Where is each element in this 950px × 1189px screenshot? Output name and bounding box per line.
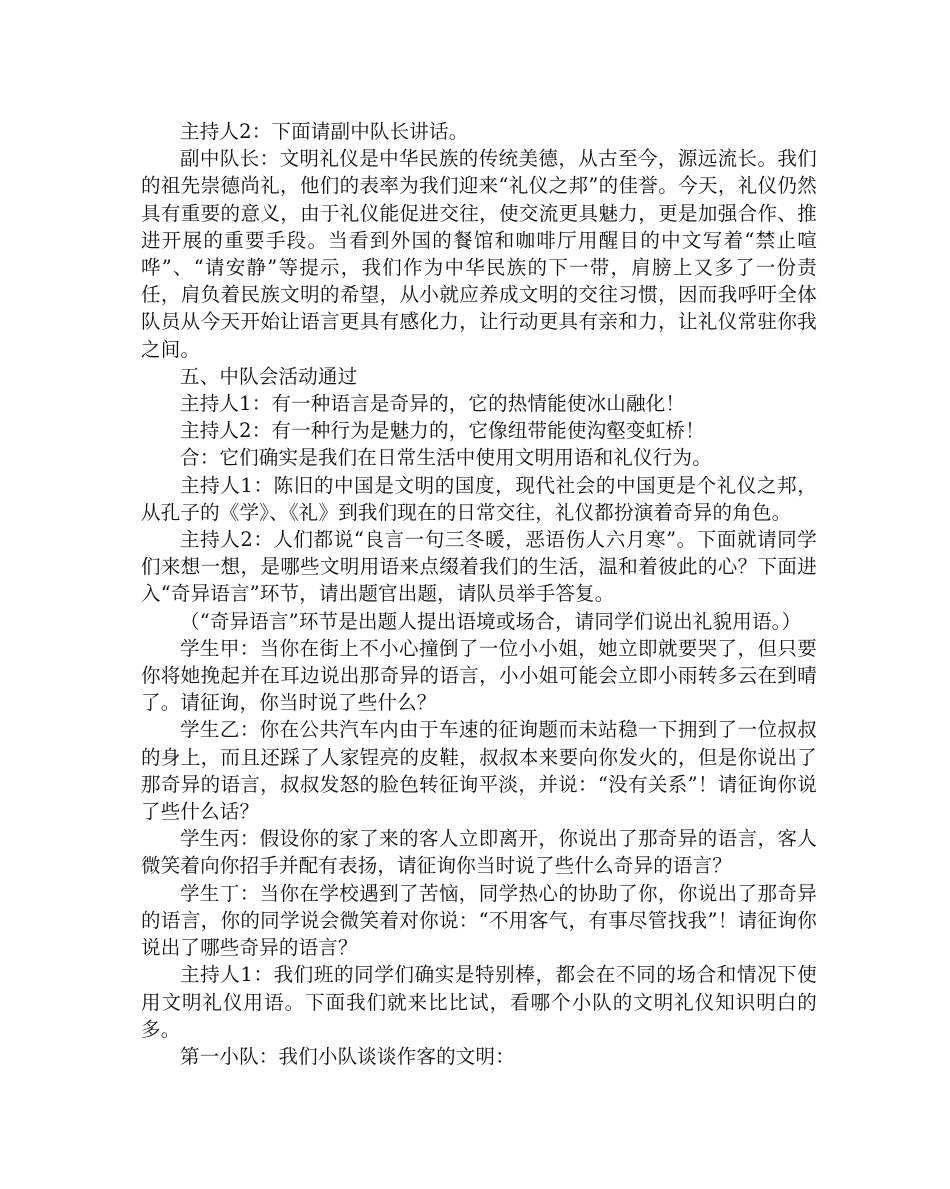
paragraph: 副中队长：文明礼仪是中华民族的传统美德，从古至今，源远流长。我们的祖先崇德尚礼，他们的表率为我们迎来“礼仪之邦”的佳誉。今天，礼仪仍然具有重要的意义，由于礼仪能促进交往，使交流更具魅力，更是加强合作、推进开展的重要手段。当看到外国的餐馆和咖啡厅用醒目的中文写着“禁止喧哗”、“请安静”等提示，我们作为中华民族的下一带，肩膀上又多了一份责任，肩负着民族文明的希望，从小就应养成文明的交往习惯，因而我呼吁全体队员从今天开始让语言更具有感化力，让行动更具有亲和力，让礼仪常驻你我之间。 [141,147,817,361]
paragraph: 主持人1：陈旧的中国是文明的国度，现代社会的中国更是个礼仪之邦，从孔子的《学》、《礼》到我们现在的日常交往，礼仪都扮演着奇异的角色。 [141,473,817,524]
document-body [141,118,817,1070]
paragraph: 学生甲：当你在街上不小心撞倒了一位小小姐，她立即就要哭了，但只要你将她挽起并在耳边说出那奇异的语言，小小姐可能会立即小雨转多云在到晴了。请征询，你当时说了些什么？ [141,636,817,715]
paragraph: 学生丁：当你在学校遇到了苦恼，同学热心的协助了你，你说出了那奇异的语言，你的同学说会微笑着对你说：“不用客气，有事尽管找我”！请征询你说出了哪些奇异的语言？ [141,881,817,960]
paragraph: 合：它们确实是我们在日常生活中使用文明用语和礼仪行为。 [180,446,712,470]
paragraph: 主持人1：我们班的同学们确实是特别棒，都会在不同的场合和情况下使用文明礼仪用语。下面我们就来比比试，看哪个小队的文明礼仪知识明白的多。 [141,963,817,1041]
paragraph: 主持人1：有一种语言是奇异的，它的热情能使冰山融化！ [180,392,686,416]
paragraph: 主持人2：有一种行为是魅力的，它像纽带能使沟壑变虹桥！ [180,419,705,443]
paragraph: 学生乙：你在公共汽车内由于车速的征询题而未站稳一下拥到了一位叔叔的身上，而且还踩了人家锃亮的皮鞋，叔叔本来要向你发火的，但是你说出了那奇异的语言，叔叔发怒的脸色转征询平淡，并说：“没有关系”！请征询你说了些什么话？ [141,718,817,824]
paragraph: （“奇异语言”环节是出题人提出语境或场合，请同学们说出礼貌用语。） [180,609,802,633]
paragraph: 学生丙：假设你的家了来的客人立即离开，你说出了那奇异的语言，客人微笑着向你招手并配有表扬，请征询你当时说了些什么奇异的语言？ [141,827,817,878]
paragraph: 主持人2：人们都说“良言一句三冬暖，恶语伤人六月寒”。下面就请同学们来想一想，是哪些文明用语来点缀着我们的生活，温和着彼此的心？下面进入“奇异语言”环节，请出题官出题，请队员举手答复。 [141,528,817,606]
paragraph: 五、中队会活动通过 [180,364,358,388]
paragraph: 主持人2：下面请副中队长讲话。 [180,120,469,143]
paragraph: 第一小队：我们小队谈谈作客的文明： [180,1044,515,1068]
